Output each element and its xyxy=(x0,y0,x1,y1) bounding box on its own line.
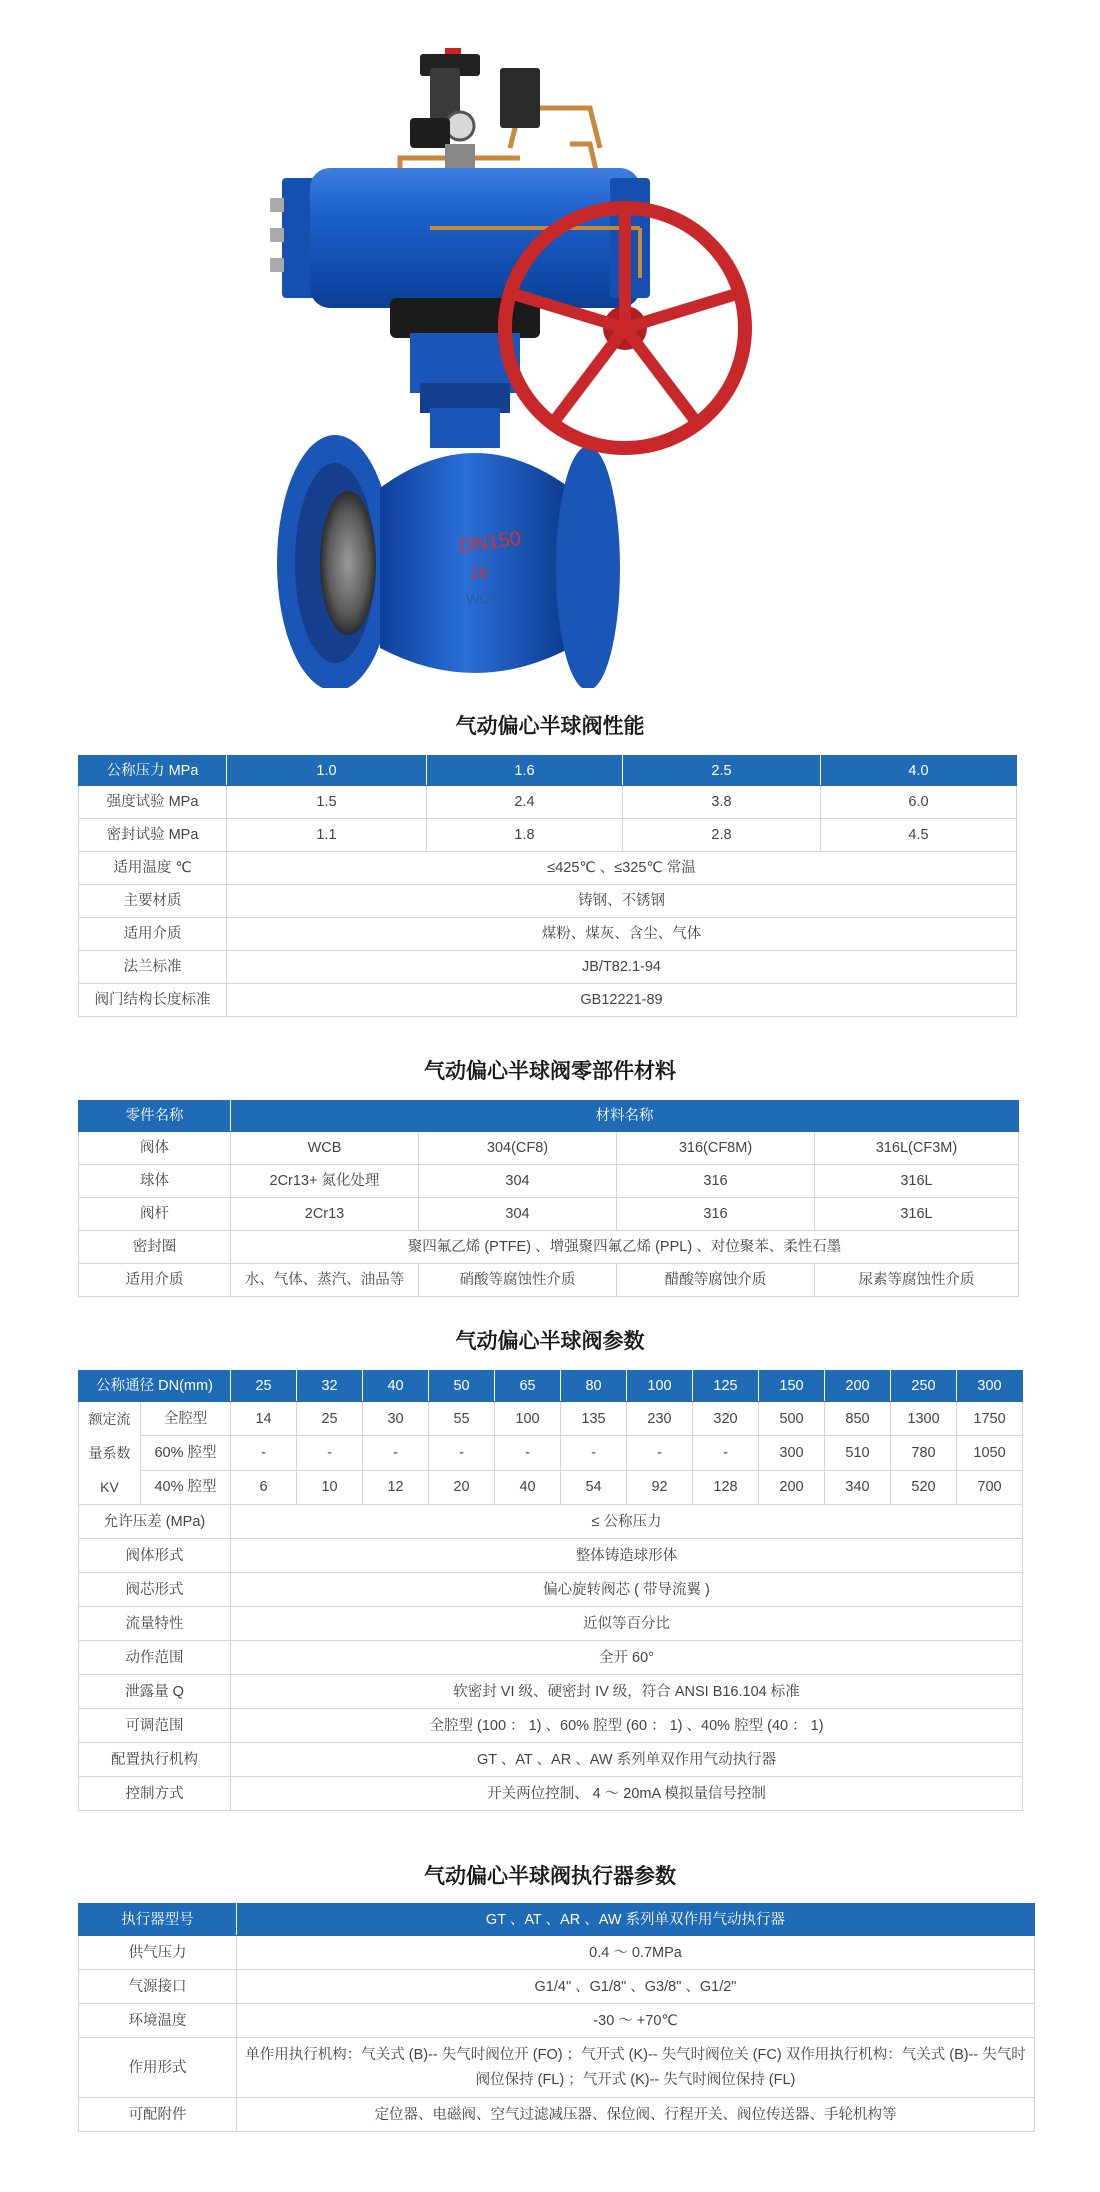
header-cell: 65 xyxy=(495,1371,561,1402)
row-label: 可配附件 xyxy=(79,2098,237,2132)
product-image-valve xyxy=(270,48,790,688)
row-label: 法兰标准 xyxy=(79,951,227,984)
table-cell: 320 xyxy=(693,1402,759,1436)
header-cell: 200 xyxy=(825,1371,891,1402)
table-cell: 3.8 xyxy=(623,786,821,819)
materials-header-row xyxy=(79,1101,1019,1132)
actuator-table xyxy=(78,1903,1035,2132)
params-section-title: 气动偏心半球阀参数 xyxy=(455,1330,645,1353)
table-cell: 20 xyxy=(429,1470,495,1504)
table-cell: 1.8 xyxy=(427,819,623,852)
table-row xyxy=(79,1777,1023,1811)
table-cell: - xyxy=(363,1436,429,1470)
kv-label: 额定流量系数 KV xyxy=(79,1402,141,1505)
table-cell: 单作用执行机构：气关式 (B)-- 失气时阀位开 (FO) ；气开式 (K)-- 失气时阀位关 (FC) 双作用执行机构：气关式 (B)-- 失气时阀位保持 (FL) ；气开式 (K)-- 失气时阀位保持 (FL) xyxy=(237,2038,1035,2098)
materials-table xyxy=(78,1100,1019,1297)
table-cell: 304 xyxy=(419,1198,617,1231)
header-cell: GT 、AT 、AR 、AW 系列单双作用气动执行器 xyxy=(237,1904,1035,1936)
table-cell: 2.8 xyxy=(623,819,821,852)
table-cell: 316(CF8M) xyxy=(617,1132,815,1165)
table-row xyxy=(79,1641,1023,1675)
table-cell: 14 xyxy=(231,1402,297,1436)
table-cell: 500 xyxy=(759,1402,825,1436)
materials-section-title: 气动偏心半球阀零部件材料 xyxy=(424,1060,676,1083)
table-cell: 醋酸等腐蚀介质 xyxy=(617,1264,815,1297)
performance-header-row xyxy=(79,756,1017,786)
row-label: 动作范围 xyxy=(79,1641,231,1675)
table-row xyxy=(79,819,1017,852)
table-cell: 55 xyxy=(429,1402,495,1436)
table-cell: 510 xyxy=(825,1436,891,1470)
header-cell: 250 xyxy=(891,1371,957,1402)
table-cell: 520 xyxy=(891,1470,957,1504)
table-cell: 全腔型 (100 ： 1) 、60% 腔型 (60 ： 1) 、40% 腔型 (40 ： 1) xyxy=(231,1709,1023,1743)
table-cell: 316 xyxy=(617,1165,815,1198)
table-cell: 6 xyxy=(231,1470,297,1504)
row-label: 适用介质 xyxy=(79,1264,231,1297)
row-label: 密封试验 MPa xyxy=(79,819,227,852)
row-label: 环境温度 xyxy=(79,2004,237,2038)
header-cell: 32 xyxy=(297,1371,363,1402)
body-marking-material: WCB xyxy=(466,591,499,607)
table-row xyxy=(79,1165,1019,1198)
header-cell: 80 xyxy=(561,1371,627,1402)
performance-table xyxy=(78,755,1017,1017)
header-cell: 50 xyxy=(429,1371,495,1402)
table-cell: 54 xyxy=(561,1470,627,1504)
table-cell: GT 、AT 、AR 、AW 系列单双作用气动执行器 xyxy=(231,1743,1023,1777)
row-label: 阀芯形式 xyxy=(79,1573,231,1607)
table-cell: -30 ～ +70℃ xyxy=(237,2004,1035,2038)
row-label: 强度试验 MPa xyxy=(79,786,227,819)
header-cell: 1.0 xyxy=(227,756,427,786)
row-label: 阀体形式 xyxy=(79,1539,231,1573)
row-label: 气源接口 xyxy=(79,1970,237,2004)
table-cell: 整体铸造球形体 xyxy=(231,1539,1023,1573)
params-table xyxy=(78,1370,1023,1811)
performance-section-title: 气动偏心半球阀性能 xyxy=(455,715,645,738)
table-cell: 316L xyxy=(815,1198,1019,1231)
table-row xyxy=(79,2004,1035,2038)
table-cell: 2Cr13+ 氮化处理 xyxy=(231,1165,419,1198)
table-row xyxy=(79,1607,1023,1641)
table-row xyxy=(79,1132,1019,1165)
table-cell: 定位器、电磁阀、空气过滤减压器、保位阀、行程开关、阀位传送器、手轮机构等 xyxy=(237,2098,1035,2132)
table-cell: - xyxy=(429,1436,495,1470)
row-label: 主要材质 xyxy=(79,885,227,918)
table-row xyxy=(79,1231,1019,1264)
table-row xyxy=(79,1198,1019,1231)
header-cell: 材料名称 xyxy=(231,1101,1019,1132)
row-label: 40% 腔型 xyxy=(141,1470,231,1504)
table-cell: - xyxy=(693,1436,759,1470)
table-cell: 1.5 xyxy=(227,786,427,819)
table-cell: 偏心旋转阀芯 ( 带导流翼 ) xyxy=(231,1573,1023,1607)
table-cell: 316L(CF3M) xyxy=(815,1132,1019,1165)
table-cell: - xyxy=(627,1436,693,1470)
table-cell: 304(CF8) xyxy=(419,1132,617,1165)
row-label: 作用形式 xyxy=(79,2038,237,2098)
table-cell: - xyxy=(297,1436,363,1470)
table-row xyxy=(79,885,1017,918)
table-cell: 850 xyxy=(825,1402,891,1436)
table-cell: 40 xyxy=(495,1470,561,1504)
table-cell: 128 xyxy=(693,1470,759,1504)
header-cell: 公称压力 MPa xyxy=(79,756,227,786)
table-cell: 1300 xyxy=(891,1402,957,1436)
table-row xyxy=(79,1573,1023,1607)
table-cell: 煤粉、煤灰、含尘、气体 xyxy=(227,918,1017,951)
body-marking-dn: DN150 xyxy=(457,527,523,558)
header-cell: 执行器型号 xyxy=(79,1904,237,1936)
table-cell: 25 xyxy=(297,1402,363,1436)
table-cell: 340 xyxy=(825,1470,891,1504)
row-label: 60% 腔型 xyxy=(141,1436,231,1470)
table-cell: 聚四氟乙烯 (PTFE) 、增强聚四氟乙烯 (PPL) 、对位聚苯、柔性石墨 xyxy=(231,1231,1019,1264)
table-cell: 开关两位控制、 4 ～ 20mA 模拟量信号控制 xyxy=(231,1777,1023,1811)
table-cell: 尿素等腐蚀性介质 xyxy=(815,1264,1019,1297)
table-cell: 铸钢、不锈钢 xyxy=(227,885,1017,918)
actuator-header-row xyxy=(79,1904,1035,1936)
table-row xyxy=(79,1970,1035,2004)
table-cell: 1.1 xyxy=(227,819,427,852)
table-row xyxy=(79,786,1017,819)
header-cell: 2.5 xyxy=(623,756,821,786)
header-cell: 零件名称 xyxy=(79,1101,231,1132)
table-cell: 0.4 ～ 0.7MPa xyxy=(237,1936,1035,1970)
row-label: 阀体 xyxy=(79,1132,231,1165)
table-cell: 700 xyxy=(957,1470,1023,1504)
row-label: 全腔型 xyxy=(141,1402,231,1436)
table-row xyxy=(79,1264,1019,1297)
table-row xyxy=(79,852,1017,885)
table-cell: 780 xyxy=(891,1436,957,1470)
table-row xyxy=(79,2038,1035,2098)
row-label: 可调范围 xyxy=(79,1709,231,1743)
table-row xyxy=(79,1470,1023,1504)
row-label: 密封圈 xyxy=(79,1231,231,1264)
table-cell: 316L xyxy=(815,1165,1019,1198)
table-cell: 4.5 xyxy=(821,819,1017,852)
table-cell: 全开 60° xyxy=(231,1641,1023,1675)
row-label: 流量特性 xyxy=(79,1607,231,1641)
actuator-section-title: 气动偏心半球阀执行器参数 xyxy=(424,1865,676,1888)
row-label: 适用介质 xyxy=(79,918,227,951)
table-row xyxy=(79,1675,1023,1709)
header-cell: 公称通径 DN(mm) xyxy=(79,1371,231,1402)
table-cell: 12 xyxy=(363,1470,429,1504)
table-cell: 1050 xyxy=(957,1436,1023,1470)
row-label: 阀门结构长度标准 xyxy=(79,984,227,1017)
table-row xyxy=(79,1709,1023,1743)
table-cell: 316 xyxy=(617,1198,815,1231)
table-cell: - xyxy=(495,1436,561,1470)
table-cell: 近似等百分比 xyxy=(231,1607,1023,1641)
table-cell: 软密封 VI 级、硬密封 IV 级，符合 ANSI B16.104 标准 xyxy=(231,1675,1023,1709)
table-cell: 200 xyxy=(759,1470,825,1504)
header-cell: 100 xyxy=(627,1371,693,1402)
table-cell: ≤ 公称压力 xyxy=(231,1505,1023,1539)
table-cell: 1750 xyxy=(957,1402,1023,1436)
row-label: 阀杆 xyxy=(79,1198,231,1231)
body-marking-pn: 16 xyxy=(470,565,488,582)
table-cell: 230 xyxy=(627,1402,693,1436)
table-cell: - xyxy=(231,1436,297,1470)
header-cell: 40 xyxy=(363,1371,429,1402)
table-cell: - xyxy=(561,1436,627,1470)
table-row xyxy=(79,1436,1023,1470)
row-label: 控制方式 xyxy=(79,1777,231,1811)
table-cell: GB12221-89 xyxy=(227,984,1017,1017)
table-row xyxy=(79,1539,1023,1573)
table-row xyxy=(79,1936,1035,1970)
table-cell: 6.0 xyxy=(821,786,1017,819)
table-cell: 10 xyxy=(297,1470,363,1504)
table-row xyxy=(79,918,1017,951)
table-row xyxy=(79,2098,1035,2132)
table-cell: 100 xyxy=(495,1402,561,1436)
row-label: 供气压力 xyxy=(79,1936,237,1970)
row-label: 允许压差 (MPa) xyxy=(79,1505,231,1539)
header-cell: 150 xyxy=(759,1371,825,1402)
table-cell: 30 xyxy=(363,1402,429,1436)
table-cell: 2Cr13 xyxy=(231,1198,419,1231)
params-header-row xyxy=(79,1371,1023,1402)
row-label: 适用温度 ℃ xyxy=(79,852,227,885)
row-label: 配置执行机构 xyxy=(79,1743,231,1777)
table-cell: WCB xyxy=(231,1132,419,1165)
row-label: 球体 xyxy=(79,1165,231,1198)
table-row xyxy=(79,1402,1023,1436)
header-cell: 1.6 xyxy=(427,756,623,786)
table-cell: JB/T82.1-94 xyxy=(227,951,1017,984)
handwheel-icon xyxy=(505,208,745,448)
table-cell: 2.4 xyxy=(427,786,623,819)
row-label: 泄露量 Q xyxy=(79,1675,231,1709)
table-cell: G1/4" 、G1/8" 、G3/8" 、G1/2" xyxy=(237,1970,1035,2004)
table-row xyxy=(79,1743,1023,1777)
table-cell: ≤425℃ 、≤325℃ 常温 xyxy=(227,852,1017,885)
table-row xyxy=(79,951,1017,984)
pneumatic-valve-illustration xyxy=(270,48,790,688)
header-cell: 300 xyxy=(957,1371,1023,1402)
table-cell: 硝酸等腐蚀性介质 xyxy=(419,1264,617,1297)
header-cell: 125 xyxy=(693,1371,759,1402)
table-cell: 135 xyxy=(561,1402,627,1436)
table-row xyxy=(79,1505,1023,1539)
table-cell: 300 xyxy=(759,1436,825,1470)
header-cell: 25 xyxy=(231,1371,297,1402)
table-row xyxy=(79,984,1017,1017)
table-cell: 304 xyxy=(419,1165,617,1198)
table-cell: 92 xyxy=(627,1470,693,1504)
header-cell: 4.0 xyxy=(821,756,1017,786)
table-cell: 水、气体、蒸汽、油品等 xyxy=(231,1264,419,1297)
